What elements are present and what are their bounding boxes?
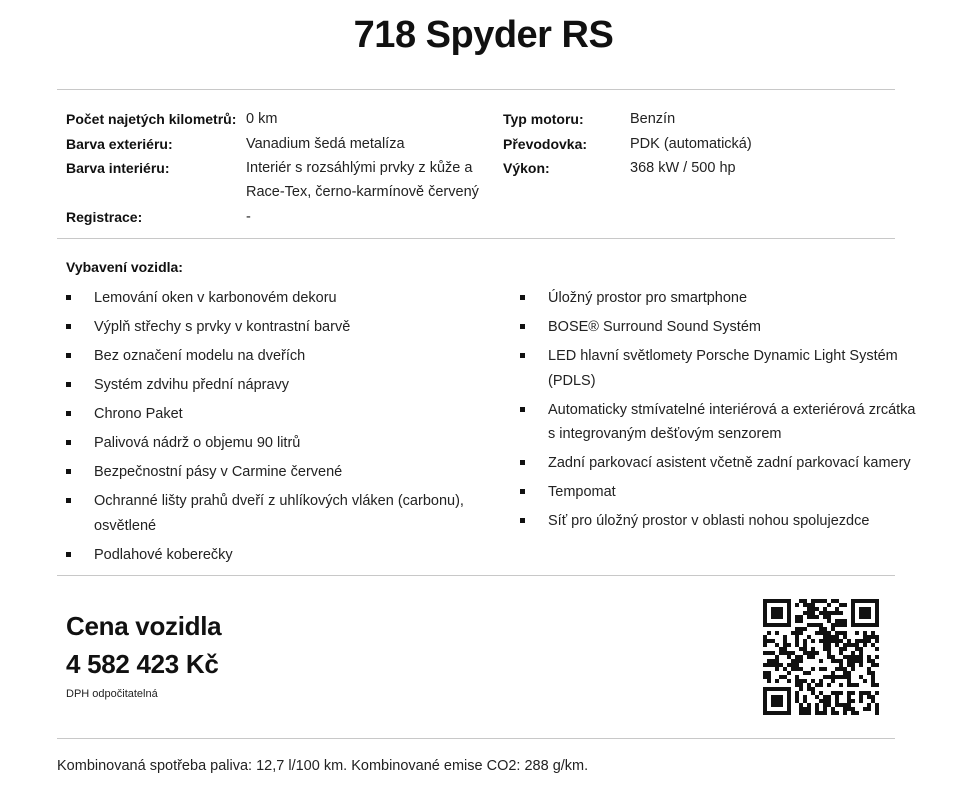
equipment-item bbox=[520, 286, 930, 311]
equipment-item-line: osvětlené bbox=[94, 517, 157, 534]
divider-top bbox=[57, 89, 895, 90]
page-title: 718 Spyder RS bbox=[353, 14, 614, 56]
qr-code-icon bbox=[763, 599, 879, 715]
spec-value-interior-line-2: Race-Tex, černo-karmínově červený bbox=[246, 184, 479, 200]
equipment-item-line: Automaticky stmívatelné interiérová a exteriérová zrcátka bbox=[548, 401, 916, 418]
spec-value-transmission: PDK (automatická) bbox=[630, 136, 752, 152]
equipment-item-line: Bezpečnostní pásy v Carmine červené bbox=[94, 464, 343, 480]
divider-specs bbox=[57, 238, 895, 239]
equipment-item-line: Ochranné lišty prahů dveří z uhlíkových vláken (carbonu), bbox=[94, 493, 464, 509]
equipment-item bbox=[520, 509, 930, 534]
spec-label-engine: Typ motoru: bbox=[503, 111, 584, 127]
equipment-item bbox=[66, 373, 486, 398]
equipment-item bbox=[66, 315, 486, 340]
equipment-item-line: Chrono Paket bbox=[94, 406, 183, 422]
equipment-item bbox=[520, 480, 930, 505]
equipment-item-line: s integrovaným dešťovým senzorem bbox=[548, 426, 782, 442]
equipment-item-line: BOSE® Surround Sound Systém bbox=[548, 319, 761, 335]
equipment-item bbox=[520, 344, 930, 393]
spec-label-power: Výkon: bbox=[503, 160, 550, 176]
equipment-item-line: Palivová nádrž o objemu 90 litrů bbox=[94, 435, 301, 451]
equipment-item-line: Podlahové koberečky bbox=[94, 546, 233, 563]
equipment-item-line: Síť pro úložný prostor v oblasti nohou spolujezdce bbox=[548, 513, 870, 529]
equipment-item-line: Lemování oken v karbonovém dekoru bbox=[94, 290, 337, 306]
equipment-item bbox=[520, 451, 930, 476]
emissions-footer: Kombinovaná spotřeba paliva: 12,7 l/100 km. Kombinované emise CO2: 288 g/km. bbox=[57, 758, 589, 774]
equipment-item-line: Tempomat bbox=[548, 484, 616, 500]
spec-label-transmission: Převodovka: bbox=[503, 136, 588, 152]
equipment-list-left bbox=[66, 286, 486, 572]
equipment-item bbox=[66, 460, 486, 485]
equipment-item-line: LED hlavní světlomety Porsche Dynamic Light Systém bbox=[548, 348, 898, 364]
equipment-heading: Vybavení vozidla: bbox=[66, 259, 183, 275]
spec-value-engine: Benzín bbox=[630, 111, 676, 127]
equipment-item bbox=[66, 431, 486, 456]
spec-value-interior-color bbox=[246, 156, 479, 204]
spec-value-exterior-color: Vanadium šedá metalíza bbox=[246, 136, 405, 152]
spec-value-mileage: 0 km bbox=[246, 111, 278, 127]
equipment-list-right bbox=[520, 286, 930, 538]
spec-label-interior-color: Barva interiéru: bbox=[66, 160, 170, 176]
equipment-item bbox=[66, 286, 486, 311]
equipment-item-line: Bez označení modelu na dveřích bbox=[94, 348, 306, 364]
equipment-item-line: Úložný prostor pro smartphone bbox=[548, 290, 748, 306]
spec-label-exterior-color: Barva exteriéru: bbox=[66, 136, 173, 152]
equipment-item bbox=[66, 402, 486, 427]
spec-label-registration: Registrace: bbox=[66, 209, 143, 225]
spec-value-power: 368 kW / 500 hp bbox=[630, 160, 736, 176]
equipment-item-line: Systém zdvihu přední nápravy bbox=[94, 377, 290, 393]
equipment-item bbox=[66, 543, 486, 568]
divider-footer bbox=[57, 738, 895, 739]
divider-equipment bbox=[57, 575, 895, 576]
equipment-item-line: (PDLS) bbox=[548, 372, 596, 389]
price-value: 4 582 423 Kč bbox=[66, 649, 219, 679]
spec-value-interior-line-1: Interiér s rozsáhlými prvky z kůže a bbox=[246, 160, 473, 176]
equipment-item bbox=[66, 489, 486, 538]
equipment-item-line: Výplň střechy s prvky v kontrastní barvě bbox=[94, 319, 351, 335]
equipment-item bbox=[520, 398, 930, 447]
equipment-item-line: Zadní parkovací asistent včetně zadní parkovací kamery bbox=[548, 455, 911, 471]
equipment-item bbox=[520, 315, 930, 340]
vat-note: DPH odpočitatelná bbox=[66, 688, 158, 700]
price-heading: Cena vozidla bbox=[66, 611, 222, 641]
spec-label-mileage: Počet najetých kilometrů: bbox=[66, 111, 237, 127]
spec-value-registration: - bbox=[246, 209, 251, 225]
equipment-item bbox=[66, 344, 486, 369]
